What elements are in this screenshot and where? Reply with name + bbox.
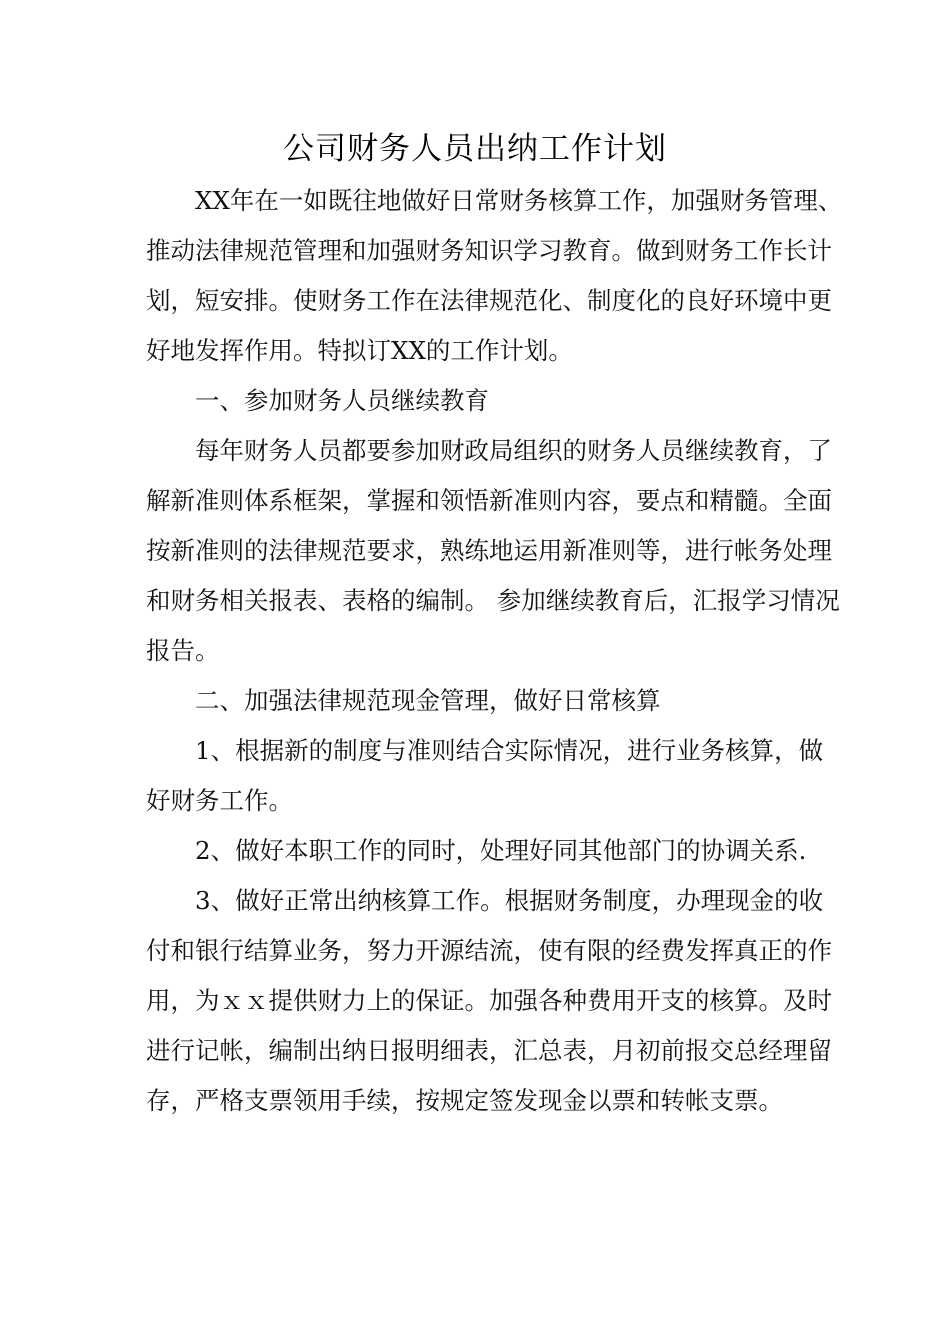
list-item-2: 2、做好本职工作的同时，处理好同其他部门的协调关系. (195, 836, 807, 865)
intro-paragraph: XX年在一如既往地做好日常财务核算工作，加强财务管理、推动法律规范管理和加强财务知识学习教育。做到财务工作长计划，短安排。使财务工作在法律规范化、制度化的良好环境中更好地发挥作用。特拟订XX的工作计划。 (146, 186, 843, 365)
list-item-3: 3、做好正常出纳核算工作。根据财务制度，办理现金的收付和银行结算业务，努力开源结流，使有限的经费发挥真正的作用，为ｘｘ提供财力上的保证。加强各种费用开支的核算。及时进行记帐，编制出纳日报明细表，汇总表，月初前报交总经理留存，严格支票领用手续，按规定签发现金以票和转帐支票。 (146, 886, 832, 1115)
list-item-1: 1、根据新的制度与准则结合实际情况，进行业务核算，做好财务工作。 (146, 736, 824, 815)
document-body (146, 176, 846, 1126)
section-heading-2: 二、加强法律规范现金管理，做好日常核算 (195, 686, 661, 715)
document-title: 公司财务人员出纳工作计划 (283, 131, 667, 167)
section-1-paragraph: 每年财务人员都要参加财政局组织的财务人员继续教育，了解新准则体系框架，掌握和领悟新准则内容，要点和精髓。全面按新准则的法律规范要求，熟练地运用新准则等，进行帐务处理和财务相关报表、表格的编制。 参加继续教育后，汇报学习情况报告。 (146, 436, 840, 665)
section-heading-1: 一、参加财务人员继续教育 (195, 386, 489, 415)
